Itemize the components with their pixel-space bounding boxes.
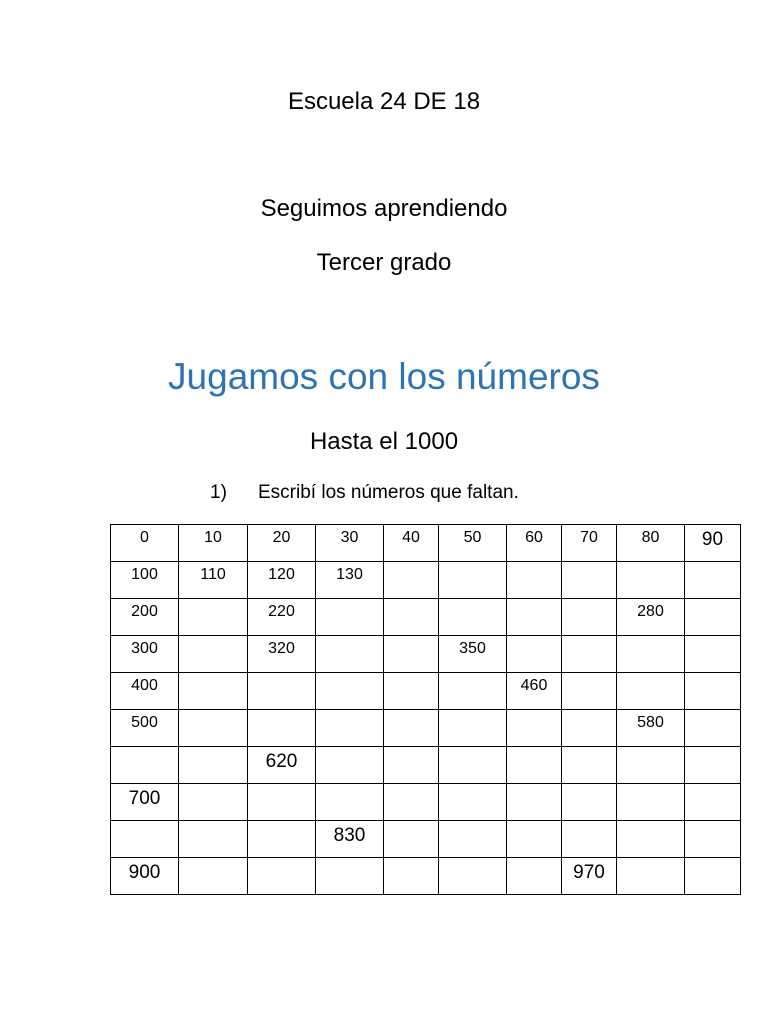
grid-cell [562,710,617,747]
grid-row [111,673,741,710]
grid-cell [685,858,741,895]
grid-cell [439,821,507,858]
grid-cell [248,784,316,821]
grid-cell [316,747,384,784]
grid-cell [179,821,248,858]
grid-cell [179,747,248,784]
grid-row [111,747,741,784]
grid-cell: 60 [507,525,562,562]
grid-cell [179,599,248,636]
subtitle-grade: Tercer grado [316,249,452,276]
grid-row [111,858,741,895]
grid-cell [617,784,685,821]
grid-cell [617,747,685,784]
grid-row [111,821,741,858]
grid-row [111,562,741,599]
grid-cell: 350 [439,636,507,673]
exercise-number: 1) [210,482,227,503]
grid-cell: 120 [248,562,316,599]
grid-cell [384,710,439,747]
grid-cell [685,599,741,636]
grid-cell [685,784,741,821]
grid-cell [685,562,741,599]
grid-cell: 20 [248,525,316,562]
grid-row [111,636,741,673]
grid-cell [179,784,248,821]
grid-cell [111,747,179,784]
grid-cell [384,858,439,895]
grid-cell [179,673,248,710]
grid-cell: 10 [179,525,248,562]
grid-cell: 0 [111,525,179,562]
grid-cell: 970 [562,858,617,895]
grid-row [111,784,741,821]
grid-cell [507,710,562,747]
grid-cell [617,673,685,710]
grid-cell [439,710,507,747]
grid-cell: 580 [617,710,685,747]
grid-cell [507,747,562,784]
grid-cell [439,562,507,599]
grid-cell [507,858,562,895]
grid-cell [562,673,617,710]
grid-cell: 300 [111,636,179,673]
grid-cell [316,858,384,895]
grid-cell [617,636,685,673]
grid-cell: 500 [111,710,179,747]
grid-cell [248,673,316,710]
grid-cell: 460 [507,673,562,710]
grid-cell [685,710,741,747]
grid-cell: 900 [111,858,179,895]
grid-cell [507,599,562,636]
grid-cell [384,784,439,821]
grid-cell [179,636,248,673]
grid-cell [111,821,179,858]
grid-cell [562,821,617,858]
grid-cell [439,673,507,710]
grid-row [111,710,741,747]
grid-cell: 200 [111,599,179,636]
grid-cell: 30 [316,525,384,562]
grid-cell [507,636,562,673]
grid-cell: 90 [685,525,741,562]
grid-cell [685,747,741,784]
grid-cell [439,747,507,784]
grid-cell [316,710,384,747]
grid-cell [685,673,741,710]
grid-cell [179,710,248,747]
grid-cell: 110 [179,562,248,599]
grid-cell: 620 [248,747,316,784]
subtitle-program: Seguimos aprendiendo [260,195,508,222]
grid-cell: 400 [111,673,179,710]
grid-cell [617,821,685,858]
page-title: Jugamos con los números [168,356,600,397]
grid-cell [562,599,617,636]
grid-cell: 280 [617,599,685,636]
grid-cell [248,858,316,895]
grid-cell: 700 [111,784,179,821]
grid-cell: 130 [316,562,384,599]
grid-cell [562,562,617,599]
grid-cell: 40 [384,525,439,562]
grid-cell [439,599,507,636]
grid-cell [507,821,562,858]
grid-cell [617,858,685,895]
grid-cell [507,784,562,821]
grid-cell [384,821,439,858]
grid-cell: 100 [111,562,179,599]
grid-cell: 80 [617,525,685,562]
grid-cell [439,858,507,895]
grid-cell [562,636,617,673]
grid-cell [384,673,439,710]
grid-cell [316,599,384,636]
grid-cell [685,636,741,673]
number-grid [110,524,741,895]
grid-cell [685,821,741,858]
grid-cell [617,562,685,599]
grid-cell: 320 [248,636,316,673]
grid-cell [384,599,439,636]
grid-cell [384,747,439,784]
grid-cell [316,784,384,821]
grid-cell [562,747,617,784]
grid-row [111,599,741,636]
grid-cell [562,784,617,821]
grid-cell [179,858,248,895]
grid-row [111,525,741,562]
grid-cell [507,562,562,599]
grid-cell [248,710,316,747]
grid-cell: 50 [439,525,507,562]
grid-cell [439,784,507,821]
grid-cell: 830 [316,821,384,858]
grid-cell [248,821,316,858]
grid-cell [384,562,439,599]
grid-cell [384,636,439,673]
exercise-instruction [210,482,519,504]
grid-cell [316,673,384,710]
exercise-text: Escribí los números que faltan. [258,482,519,503]
grid-cell [316,636,384,673]
grid-cell: 70 [562,525,617,562]
school-name: Escuela 24 DE 18 [287,88,481,115]
number-range: Hasta el 1000 [309,428,459,455]
grid-cell: 220 [248,599,316,636]
